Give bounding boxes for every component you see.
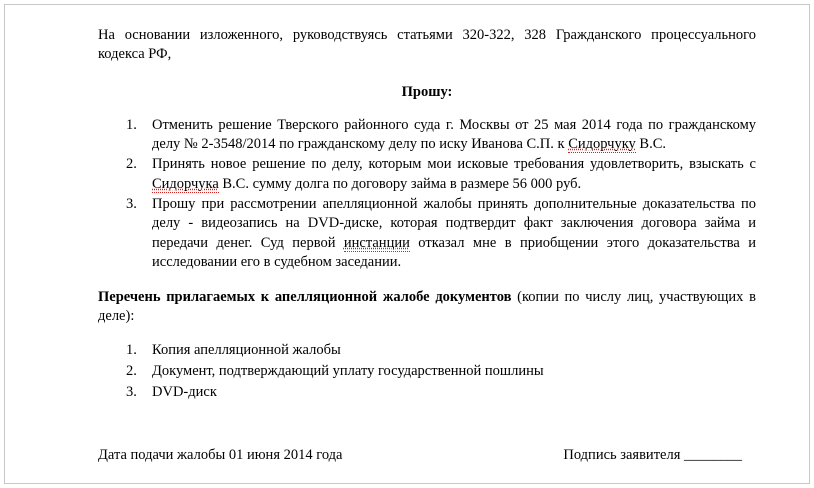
request-text-pre: Принять новое решение по делу, которым мои исковые требования удовлетворить, взыскать с [152, 156, 756, 173]
request-text-post: отказал мне в приобщении этого доказательства и исследовании его в судебном заседании. [152, 234, 756, 270]
request-text-pre: Отменить решение Тверского районного суда г. Москвы от 25 мая 2014 года по гражданскому делу № 2-3548/2014 по гражданскому делу по иску Иванова С.П. к [152, 116, 756, 153]
page-border-left [4, 4, 5, 484]
request-text-post: В.С. сумму долга по договору займа в размере 56 000 руб. [218, 175, 582, 192]
list-item [98, 195, 756, 272]
attachments-heading-rest: (копии по числу лиц, участвующих в деле): [98, 289, 756, 325]
request-text-post: В.С. [635, 136, 667, 153]
page-border-top [4, 4, 810, 5]
attachments-heading-bold: Перечень прилагаемых к апелляционной жалобе документов [98, 289, 512, 306]
filing-date: Дата подачи жалобы 01 июня 2014 года [98, 447, 343, 463]
attachments-heading [98, 288, 756, 327]
request-heading: Прошу: [401, 83, 453, 100]
document-body [98, 26, 756, 405]
spellcheck-word: Сидорчука [152, 175, 219, 192]
list-item: Копия апелляционной жалобы [152, 341, 341, 358]
spellcheck-word: инстанции [343, 234, 410, 251]
list-item: Документ, подтверждающий уплату государственной пошлины [152, 362, 544, 379]
signature-line: Подпись заявителя ________ [563, 447, 742, 463]
page-border-bottom [4, 483, 810, 484]
document-footer [98, 447, 756, 464]
attachments-list [98, 341, 756, 403]
list-item [98, 116, 756, 155]
request-text-pre: Прошу при рассмотрении апелляционной жалобы принять дополнительные доказательства по делу - видеозапись на DVD-диске, которая подтвердит факт заключения договора займа и передачи денег. Суд первой [152, 195, 756, 251]
request-list [98, 116, 756, 272]
spellcheck-word: Сидорчуку [568, 136, 636, 153]
list-item [98, 155, 756, 194]
intro-paragraph: На основании изложенного, руководствуясь статьями 320-322, 328 Гражданского процессуального кодекса РФ, [98, 27, 756, 63]
page-border-right [809, 4, 810, 484]
list-item: DVD-диск [152, 384, 217, 401]
